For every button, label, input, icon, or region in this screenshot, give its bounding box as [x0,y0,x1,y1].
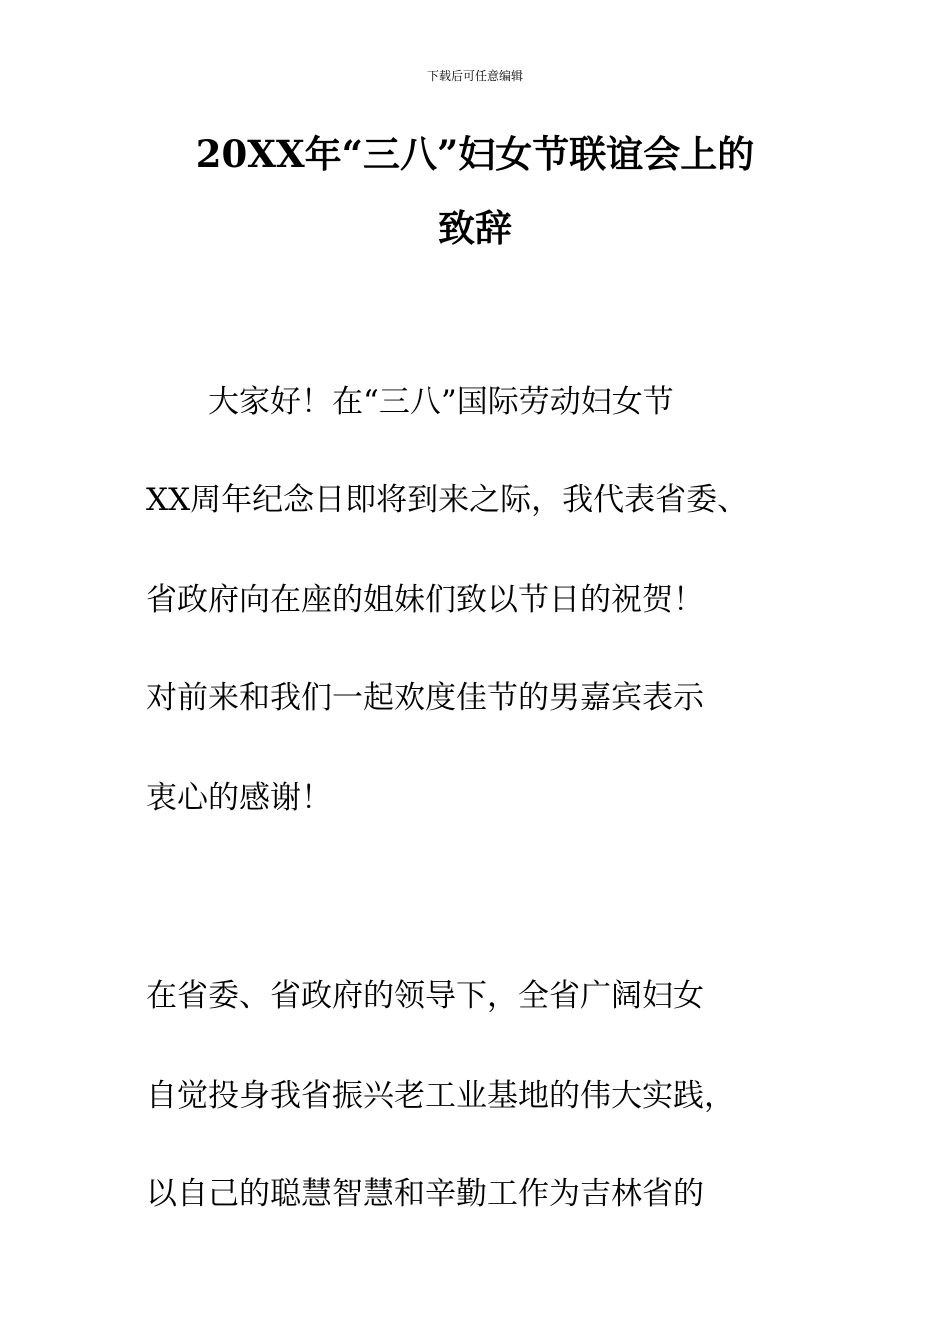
document-title-line-1: 20XX年“三八”妇女节联谊会上的 [195,132,755,176]
header-note: 下载后可任意编辑 [426,69,523,83]
paragraph-2-line-1: 在省委、省政府的领导下，全省广阔妇女 [146,978,704,1014]
paragraph-1-line-4: 对前来和我们一起欢度佳节的男嘉宾表示 [146,680,704,716]
paragraph-1-line-2: XX周年纪念日即将到来之际，我代表省委、 [146,482,749,518]
paragraph-1-line-5: 衷心的感谢！ [146,780,332,816]
paragraph-1-line-1: 大家好！在“三八”国际劳动妇女节 [146,384,674,420]
paragraph-1-line-3: 省政府向在座的姐妹们致以节日的祝贺！ [146,582,704,618]
paragraph-2-line-3: 以自己的聪慧智慧和辛勤工作为吉林省的 [146,1176,704,1212]
paragraph-2-line-2: 自觉投身我省振兴老工业基地的伟大实践， [146,1078,735,1114]
document-title-line-2: 致辞 [438,206,512,250]
